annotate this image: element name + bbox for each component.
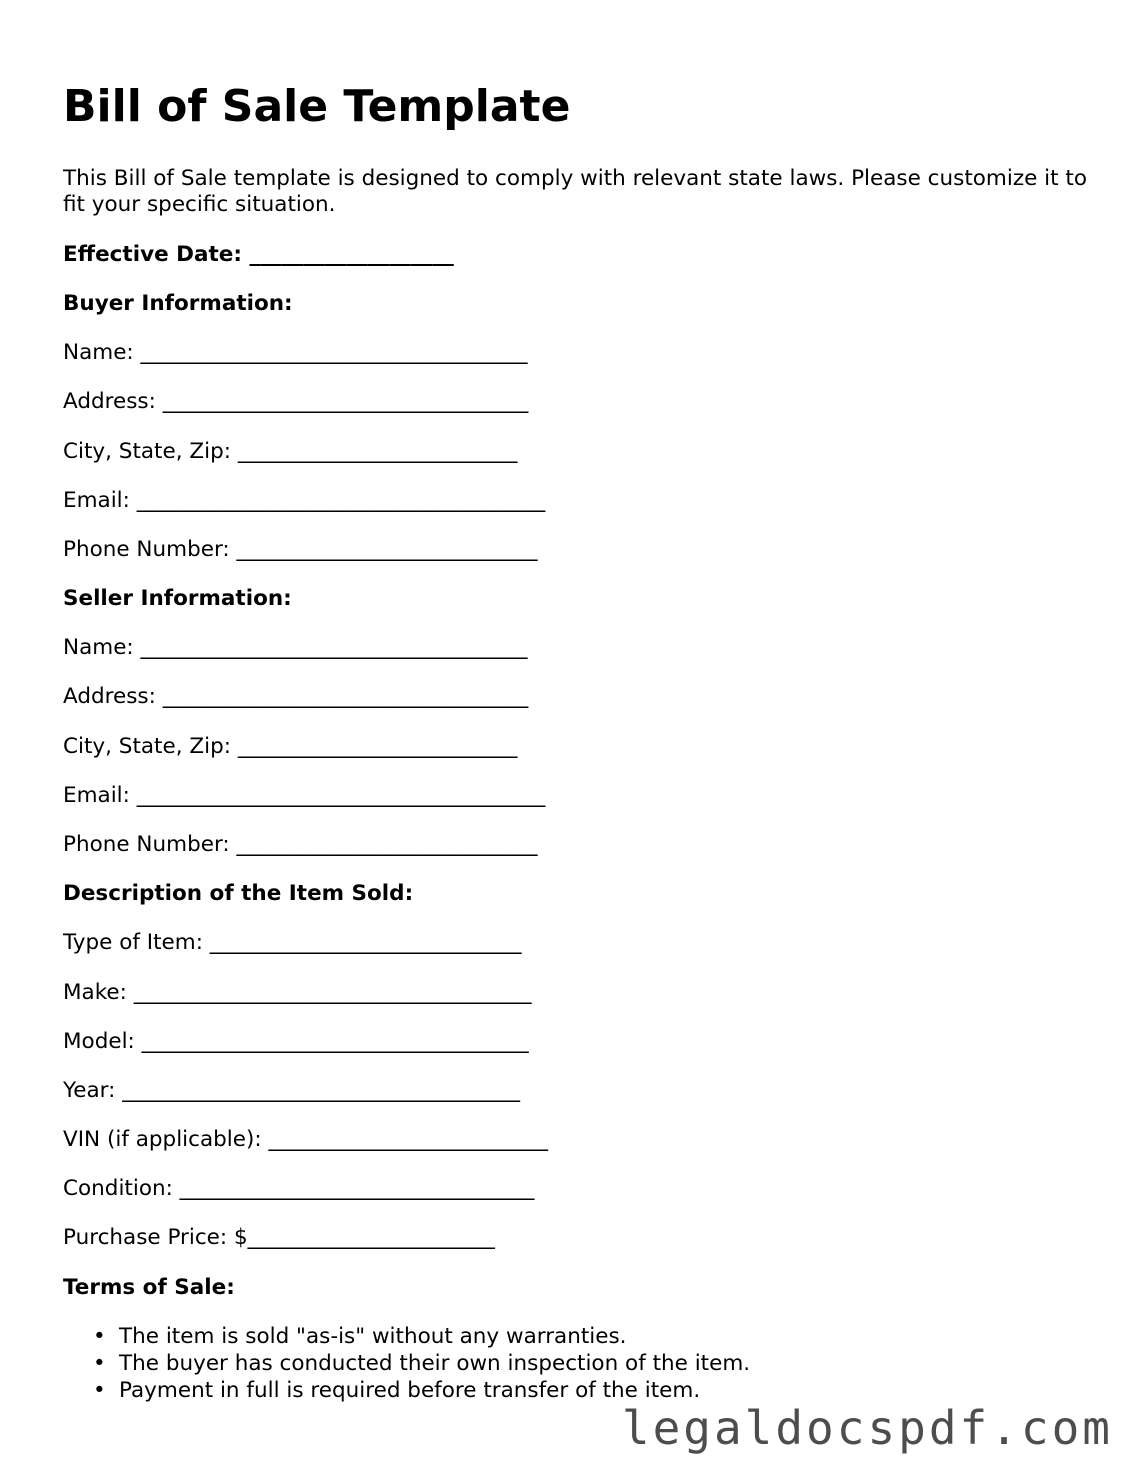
bullet-icon: • [93,1324,106,1349]
item-make-field[interactable]: Make: _____________________________________ [63,980,532,1005]
seller-city-state-zip-field[interactable]: City, State, Zip: __________________________ [63,734,518,759]
bullet-icon: • [93,1378,106,1403]
item-model-field[interactable]: Model: ____________________________________ [63,1029,529,1054]
seller-name-field[interactable]: Name: ____________________________________ [63,635,528,660]
item-year-field[interactable]: Year: _____________________________________ [63,1078,520,1103]
intro-paragraph: This Bill of Sale template is designed to comply with relevant state laws. Please customize it to fit your specific situation. [63,166,1087,217]
list-item [93,1377,750,1404]
seller-email-field[interactable]: Email: ______________________________________ [63,783,546,808]
buyer-section-heading: Buyer Information: [63,291,293,316]
term-text: Payment in full is required before transfer of the item. [119,1378,701,1403]
term-text: The item is sold "as-is" without any warranties. [119,1324,627,1349]
watermark-text: legaldocspdf.com [621,1401,1113,1455]
seller-section-heading: Seller Information: [63,586,292,611]
item-section-heading: Description of the Item Sold: [63,881,414,906]
buyer-phone-field[interactable]: Phone Number: ____________________________ [63,537,538,562]
term-text: The buyer has conducted their own inspection of the item. [119,1351,751,1376]
effective-date-field[interactable]: Effective Date: ___________________ [63,242,454,267]
page-title: Bill of Sale Template [63,81,571,132]
purchase-price-field[interactable]: Purchase Price: $_______________________ [63,1225,495,1250]
list-item [93,1323,750,1350]
seller-address-field[interactable]: Address: __________________________________ [63,684,529,709]
list-item [93,1350,751,1377]
bullet-icon: • [93,1351,106,1376]
item-vin-field[interactable]: VIN (if applicable): __________________________ [63,1127,548,1152]
item-condition-field[interactable]: Condition: _________________________________ [63,1176,535,1201]
buyer-email-field[interactable]: Email: ______________________________________ [63,488,546,513]
terms-section-heading: Terms of Sale: [63,1275,235,1300]
item-type-field[interactable]: Type of Item: _____________________________ [63,930,522,955]
buyer-name-field[interactable]: Name: ____________________________________ [63,340,528,365]
buyer-address-field[interactable]: Address: __________________________________ [63,389,529,414]
buyer-city-state-zip-field[interactable]: City, State, Zip: __________________________ [63,439,518,464]
terms-list [63,1323,750,1404]
seller-phone-field[interactable]: Phone Number: ____________________________ [63,832,538,857]
